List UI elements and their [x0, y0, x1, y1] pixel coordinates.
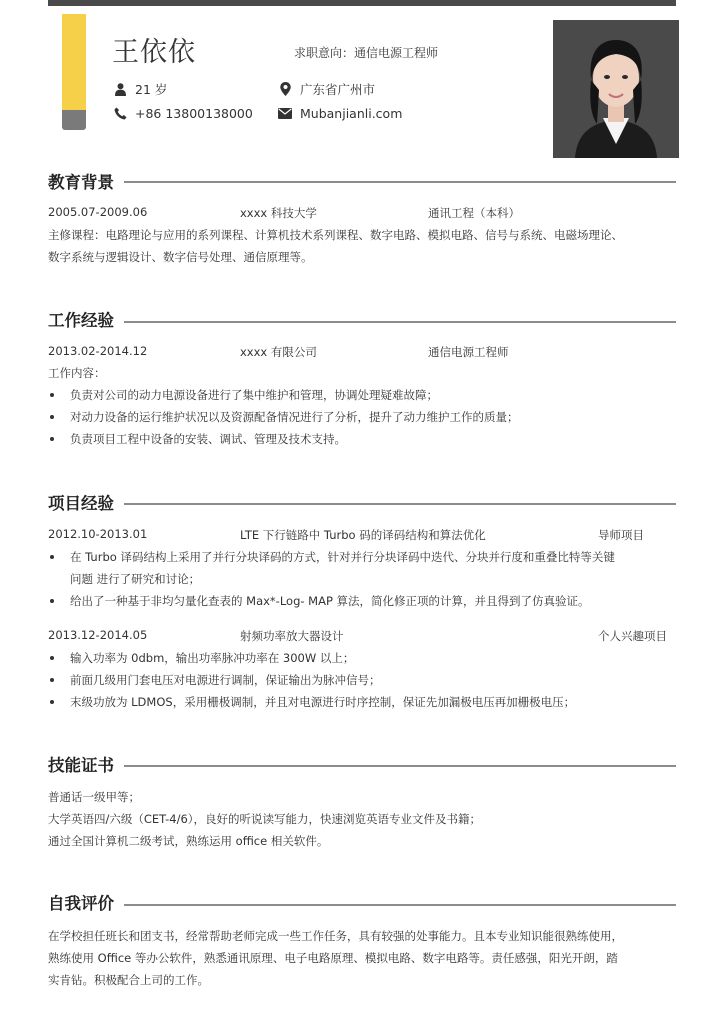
section-title-education: 教育背景	[48, 173, 114, 192]
work-item: 负责对公司的动力电源设备进行了集中维护和管理，协调处理疑难故障；	[70, 388, 438, 402]
section-divider-projects	[124, 503, 676, 505]
section-title-self: 自我评价	[48, 894, 114, 913]
section-title-projects: 项目经验	[48, 494, 114, 513]
education-major: 通讯工程（本科）	[428, 206, 520, 220]
job-intent: 求职意向：通信电源工程师	[294, 46, 439, 60]
self-eval-line2: 熟练使用 Office 等办公软件，熟悉通讯原理、电子电路原理、模拟电路、数字电路等。责任感强，阳光开朗，踏	[48, 951, 618, 965]
project2-date: 2013.12-2014.05	[48, 628, 148, 642]
candidate-name: 王依依	[112, 37, 196, 68]
bullet-dot	[50, 656, 54, 660]
profile-photo	[553, 20, 679, 158]
bullet-dot	[50, 415, 54, 419]
project1-name: LTE 下行链路中 Turbo 码的译码结构和算法优化	[240, 528, 486, 542]
skill-item: 通过全国计算机二级考试，熟练运用 office 相关软件。	[48, 834, 329, 848]
bullet-dot	[50, 437, 54, 441]
work-item: 负责项目工程中设备的安装、调试、管理及技术支持。	[70, 432, 346, 446]
location-text: 广东省广州市	[300, 82, 376, 97]
location-pin-icon	[278, 82, 292, 96]
bullet-dot	[50, 678, 54, 682]
person-icon	[113, 82, 127, 96]
work-date: 2013.02-2014.12	[48, 344, 148, 358]
skill-item: 普通话一级甲等；	[48, 790, 140, 804]
project2-item: 末级功放为 LDMOS，采用栅极调制，并且对电源进行时序控制，保证先加漏极电压再加栅极电压；	[70, 695, 576, 709]
education-school: xxxx 科技大学	[240, 206, 317, 220]
section-divider-work	[124, 321, 676, 323]
bullet-dot	[50, 555, 54, 559]
email-text: Mubanjianli.com	[300, 106, 403, 121]
work-content-label: 工作内容：	[48, 366, 106, 380]
work-company: xxxx 有限公司	[240, 345, 317, 359]
top-bar	[48, 0, 676, 6]
self-eval-line1: 在学校担任班长和团支书，经常帮助老师完成一些工作任务，具有较强的处事能力。且本专业知识能很熟练使用，	[48, 929, 623, 943]
skill-item: 大学英语四/六级（CET-4/6），良好的听说读写能力，快速浏览英语专业文件及书籍；	[48, 812, 482, 826]
project1-bullet1-line1: 在 Turbo 译码结构上采用了并行分块译码的方式，针对并行分块译码中迭代、分块并行度和重叠比特等关键	[70, 550, 615, 564]
project1-bullet1-line2: 问题 进行了研究和讨论；	[70, 572, 201, 586]
age-text: 21 岁	[135, 82, 168, 97]
education-date: 2005.07-2009.06	[48, 205, 148, 219]
education-courses-line2: 数字系统与逻辑设计、数字信号处理、通信原理等。	[48, 250, 313, 264]
location-info	[278, 80, 375, 98]
project2-item: 输入功率为 0dbm，输出功率脉冲功率在 300W 以上；	[70, 651, 355, 665]
bullet-dot	[50, 393, 54, 397]
section-divider-skills	[124, 765, 676, 767]
mail-icon	[278, 107, 292, 121]
project2-name: 射频功率放大器设计	[240, 629, 344, 643]
section-divider-self	[124, 904, 676, 906]
age-info	[113, 80, 167, 98]
bullet-dot	[50, 599, 54, 603]
phone-icon	[113, 107, 127, 121]
work-item: 对动力设备的运行维护状况以及资源配备情况进行了分析，提升了动力维护工作的质量；	[70, 410, 519, 424]
project2-item: 前面几级用门套电压对电源进行调制，保证输出为脉冲信号；	[70, 673, 381, 687]
self-eval-line3: 实肯钻。积极配合上司的工作。	[48, 973, 209, 987]
accent-bar-gray	[62, 110, 86, 130]
section-title-work: 工作经验	[48, 311, 114, 330]
section-title-skills: 技能证书	[48, 756, 114, 775]
accent-bar-yellow	[62, 14, 86, 110]
email-info	[278, 106, 402, 121]
project1-bullet2: 给出了一种基于非均匀量化查表的 Max*-Log- MAP 算法，简化修正项的计算，并且得到了仿真验证。	[70, 594, 590, 608]
bullet-dot	[50, 700, 54, 704]
education-courses-line1: 主修课程：电路理论与应用的系列课程、计算机技术系列课程、数字电路、模拟电路、信号与系统、电磁场理论、	[48, 228, 623, 242]
project1-type: 导师项目	[598, 528, 644, 542]
section-divider-education	[124, 181, 676, 183]
project1-date: 2012.10-2013.01	[48, 527, 148, 541]
work-role: 通信电源工程师	[428, 345, 509, 359]
phone-text: +86 13800138000	[135, 106, 253, 121]
project2-type: 个人兴趣项目	[598, 629, 667, 643]
phone-info	[113, 106, 253, 121]
